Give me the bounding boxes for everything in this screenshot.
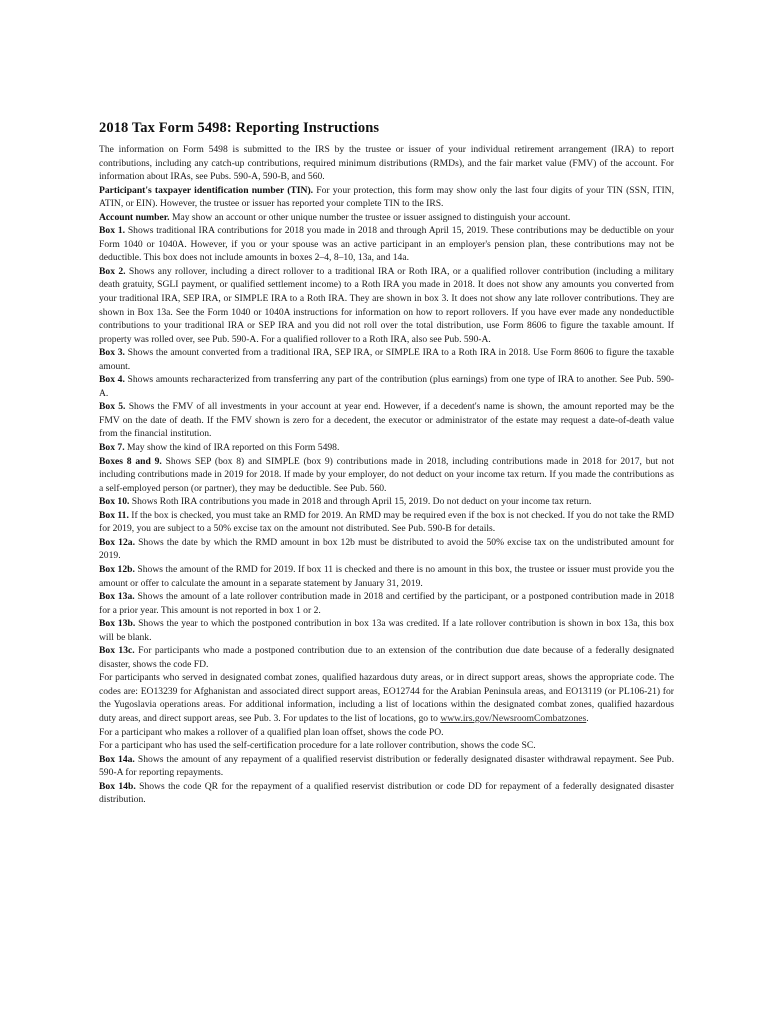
paragraph-box-1 [99,224,674,265]
paragraph-text: Shows amounts recharacterized from transferring any part of the contribution (plus earnings) from one type of IRA to another. See Pub. 590-A. [99,374,674,399]
paragraph-text: For participants who served in designated combat zones, qualified hazardous duty areas, or in direct support areas, shows the appropriate code. The codes are: EO13239 for Afghanistan and associated direct support areas, EO12744 for the Arabian Peninsula areas, and EO13119 (or PL106-21) for the Yugoslavia operations areas. For additional information, including a list of locations within the designated combat zones, qualified hazardous duty areas, and direct support areas, see Pub. 3. For updates to the list of locations, go to [99,672,674,724]
paragraph-code-po [99,726,674,740]
paragraph-text: Shows the amount of the RMD for 2019. If box 11 is checked and there is no amount in this box, the trustee or issuer must provide you the amount or offer to calculate the amount in a separate statement by January 31, 2019. [99,563,674,589]
paragraph-label: Box 13c. [99,645,135,657]
paragraph-label: Participant's taxpayer identification number (TIN). [99,184,314,196]
paragraph-label: Box 4. [99,374,125,386]
paragraph-text: Shows the date by which the RMD amount in box 12b must be distributed to avoid the 50% excise tax on the undistributed amount for 2019. [99,536,674,562]
page-title: 2018 Tax Form 5498: Reporting Instructions [99,120,380,136]
paragraph-label: Box 13b. [99,618,136,630]
paragraph-text: Shows the FMV of all investments in your account at year end. However, if a decedent's name is shown, the amount reported may be the FMV on the date of death. If the FMV shown is zero for a decedent, the executor or administrator of the estate may request a date-of-death value from the financial institution. [99,401,674,440]
paragraph-intro [99,143,674,184]
paragraph-label: Box 11. [99,509,129,521]
paragraph-text: If the box is checked, you must take an RMD for 2019. An RMD may be required even if the box is not checked. If you do not take the RMD for 2019, you are subject to a 50% excise tax on the amount not distributed. See Pub. 590-B for details. [99,509,674,535]
paragraph-label: Box 10. [99,496,130,508]
paragraph-combat-zones [99,671,674,725]
paragraph-box-12a [99,536,674,563]
paragraph-text: Shows the amount of any repayment of a qualified reservist distribution or federally designated disaster withdrawal repayment. See Pub. 590-A for reporting repayments. [99,753,674,779]
paragraph-label: Box 3. [99,347,125,359]
paragraph-box-13c [99,644,674,671]
paragraph-account-number [99,211,674,225]
paragraph-text: For a participant who has used the self-certification procedure for a late rollover contribution, shows the code SC. [99,740,536,752]
paragraph-boxes-8-9 [99,455,674,496]
paragraph-box-14a [99,753,674,780]
paragraph-text: Shows traditional IRA contributions for 2018 you made in 2018 and through April 15, 2019. These contributions may be deductible on your Form 1040 or 1040A. However, if you or your spouse was an active participant in an employer's pension plan, these contributions may not be deductible. This box does not include amounts in boxes 2–4, 8–10, 13a, and 14a. [99,225,674,264]
paragraph-label: Box 14b. [99,780,136,792]
paragraph-box-5 [99,400,674,441]
paragraph-box-11 [99,509,674,536]
paragraph-text: May show an account or other unique number the trustee or issuer assigned to distinguish your account. [169,211,571,223]
paragraph-box-14b [99,780,674,807]
paragraph-text: For your protection, this form may show only the last four digits of your TIN (SSN, ITIN, ATIN, or EIN). However, the trustee or issuer has reported your complete TIN to the IRS. [99,184,675,210]
paragraph-box-13b [99,617,674,644]
paragraph-label: Box 12a. [99,536,135,548]
paragraph-text: May show the kind of IRA reported on this Form 5498. [124,442,340,454]
paragraph-box-2 [99,265,674,346]
paragraph-label: Box 5. [99,401,126,413]
paragraph-text: Shows the year to which the postponed contribution in box 13a was credited. If a late rollover contribution is shown in box 13a, this box will be blank. [99,618,674,643]
paragraph-text: Shows SEP (box 8) and SIMPLE (box 9) contributions made in 2018, including contributions made in 2018 for 2017, but not including contributions made in 2019 for 2018. If made by your employer, do not deduct on your income tax return. If you made the contributions as a self-employed person (or partner), they may be deductible. See Pub. 560. [99,455,675,494]
paragraph-label: Box 13a. [99,591,135,603]
paragraph-label: Boxes 8 and 9. [99,455,162,467]
paragraph-label: Account number. [99,211,170,223]
paragraph-label: Box 14a. [99,753,135,765]
paragraph-text: Shows the amount converted from a traditional IRA, SEP IRA, or SIMPLE IRA to a Roth IRA in 2018. Use Form 8606 to figure the taxable amount. [99,347,674,372]
paragraph-text: For a participant who makes a rollover of a qualified plan loan offset, shows the code PO. [99,726,444,738]
paragraph-box-13a [99,590,674,617]
paragraph-tin [99,184,674,211]
paragraph-text: For participants who made a postponed contribution due to an extension of the contribution due date because of a federally designated disaster, shows the code FD. [99,645,674,670]
paragraph-box-12b [99,563,674,590]
paragraph-text: Shows the code QR for the repayment of a qualified reservist distribution or code DD for repayment of a federally designated disaster distribution. [99,780,674,806]
document-page [99,120,674,807]
paragraph-text: Shows the amount of a late rollover contribution made in 2018 and certified by the participant, or a postponed contribution made in 2018 for a prior year. This amount is not reported in box 1 or 2. [99,591,675,616]
paragraph-label: Box 1. [99,225,126,237]
paragraph-text: Shows Roth IRA contributions you made in 2018 and through April 15, 2019. Do not deduct on your income tax return. [129,496,592,508]
paragraph-label: Box 7. [99,442,125,454]
paragraph-label: Box 12b. [99,563,135,575]
paragraph-text: The information on Form 5498 is submitted to the IRS by the trustee or issuer of your individual retirement arrangement (IRA) to report contributions, including any catch-up contributions, required minimum distributions (RMDs), and the fair market value (FMV) of the account. For information about IRAs, see Pubs. 590-A, 590-B, and 560. [99,144,674,183]
paragraph-label: Box 2. [99,265,126,277]
irs-combat-zones-link[interactable]: www.irs.gov/NewsroomCombatzones [440,712,587,724]
paragraph-box-3 [99,346,674,373]
paragraph-text: . [586,712,589,724]
paragraph-code-sc [99,739,674,753]
paragraph-text: Shows any rollover, including a direct rollover to a traditional IRA or Roth IRA, or a qualified rollover contribution (including a military death gratuity, SGLI payment, or qualified settlement income) to a Roth IRA you made in 2018. It does not show any amounts you converted from your traditional IRA, SEP IRA, or SIMPLE IRA to a Roth IRA. They are shown in box 3. It does not show any late rollover contributions. They are shown in Box 13a. See the Form 1040 or 1040A instructions for information on how to report rollovers. If you have ever made any nondeductible contributions to your traditional IRA or SEP IRA and you did not roll over the total distribution, use Form 8606 to figure the taxable amount. If property was rolled over, see Pub. 590-A. For a qualified rollover to a Roth IRA, also see Pub. 590-A. [99,265,674,345]
paragraph-box-4 [99,373,674,400]
paragraph-box-10 [99,495,674,509]
paragraph-box-7 [99,441,674,455]
